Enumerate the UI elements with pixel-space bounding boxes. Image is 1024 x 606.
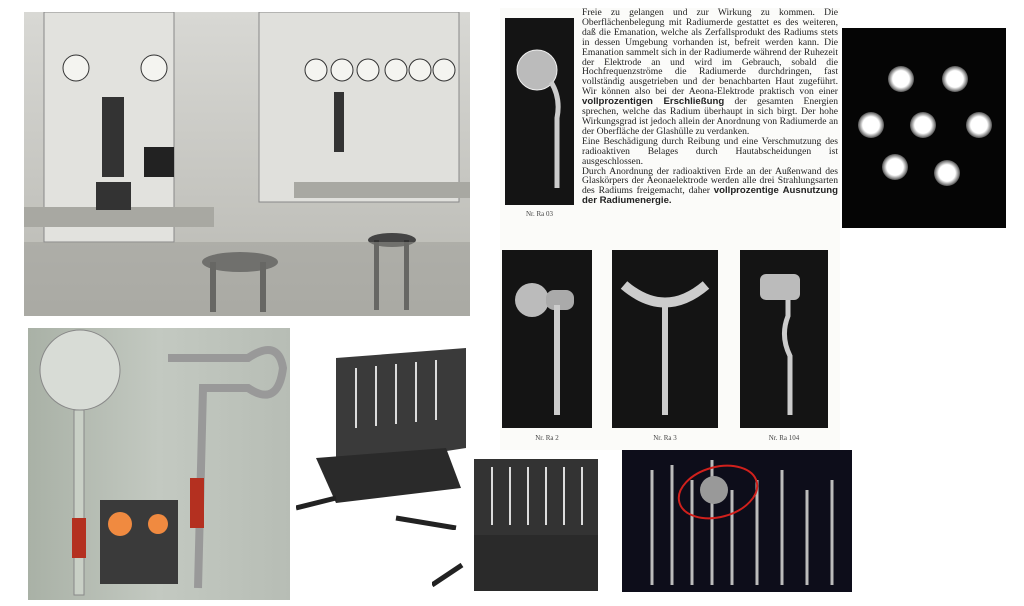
bold-phrase-1: vollprozentigen Erschließung — [582, 96, 725, 108]
laboratory-illustration — [24, 12, 470, 316]
caption-ra03: Nr. Ra 03 — [525, 210, 554, 218]
caption-ra104: Nr. Ra 104 — [768, 434, 800, 442]
catalog-page — [500, 8, 840, 450]
electrode-collection-photo — [622, 450, 852, 592]
glowing-electrode-photo — [842, 28, 1006, 228]
paragraph-3: Durch Anordnung der radioaktiven Erde an der Außenwand des Glaskörpers der Aeonaelektrode werden alle drei Strahlungsarten des Radiums freigemacht, daher — [582, 165, 838, 197]
paragraph-1-cont: der gesamten Energien sprechen, welche das Radium überhaupt in sich birgt. Der hohe Wirkungsgrad ist jedoch allein der Anordnung von Radiumerde an der Oberfläche der Glashülle zu verdanken. — [582, 96, 838, 137]
caption-ra3: Nr. Ra 3 — [653, 434, 677, 442]
electrode-ra3-image — [612, 250, 718, 428]
catalog-text — [582, 8, 838, 206]
laboratory-photo — [24, 12, 470, 316]
electrode-ra104-image — [740, 250, 828, 428]
electrode-case-illustration-2 — [432, 455, 610, 597]
electrode-ra03-image — [505, 18, 574, 205]
electrode-ra2-image — [502, 250, 592, 428]
bold-phrase-3: vollprozentige Ausnutzung der Radiumenergie. — [582, 185, 838, 207]
caption-ra2: Nr. Ra 2 — [535, 434, 559, 442]
paragraph-1: Freie zu gelangen und zur Wirkung zu kommen. Die Oberflächenbelegung mit Radiumerde gestattet es des weiteren, daß die Emanation, welche als Zerfallsprodukt des Radiums stets in dessen Umgebung vorhanden ist, befreit werden kann. Die Emanation sammelt sich in der Radiumerde während der Ruhezeit der Elektrode an und wird im Gebrauch, sobald die Hochfrequenzströme die Radiumerde durchdringen, fast vollständig ausgetrieben und der benachbarten Haut zugeführt. Wir können also bei der Aeona-Elektrode praktisch von einer — [582, 7, 838, 98]
paragraph-2: Eine Beschädigung durch Reibung und eine Verschmutzung des radioaktiven Belages durch Hautabscheidungen ist ausgeschlossen. — [582, 135, 838, 167]
glass-electrode-photo — [28, 328, 290, 600]
